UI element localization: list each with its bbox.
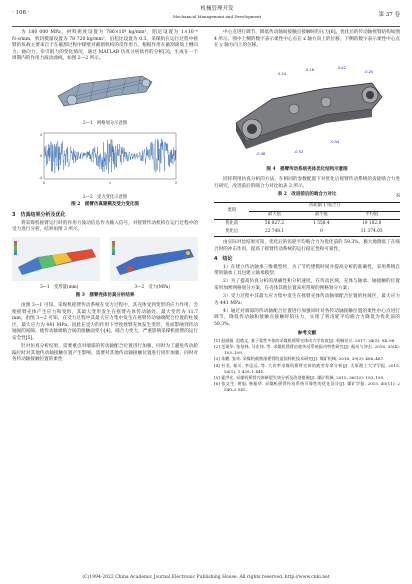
svg-text:4: 4 xyxy=(39,133,42,138)
figure-2-1-caption: 2—1 网格划分示意图 xyxy=(82,120,128,126)
table-cell: 优化后 xyxy=(214,228,249,236)
conclusion-item: 3）受力过程中其最大应力集中发生在摇臂壳体传动轴端配合位置的柱坡区，最大应力为 441 MPa； xyxy=(214,294,400,306)
reference-item: [2] 毛琦华, 张培林, 马宏伟, 等. 采煤机摇臂齿轮传动系统振动特性研究[J]. 振动与冲击, 2016, 35(4): 103–109. xyxy=(214,344,400,356)
paragraph: 同样利用仿真分析的方法，在相同的参数配置下对优化后摇臂传动系统的齿轮啮合力进行研究，改进前后的啮合力对比如表 2 所示。 xyxy=(214,176,400,189)
paragraph: 中心点进行调节，降低传动轴间接触点接触时的压力[6]。优化后的传动轴摇臂结构如图 4 所示，图中上侧的数字表示柔性中心点在 x 轴方向上的位移，下侧的数字表示柔性中心点在 y 轴方向上的位移。 xyxy=(214,30,400,49)
table-group-header: 齿轮副 1 啮合力 xyxy=(249,202,400,211)
table-cell: 56 827.2 xyxy=(264,221,285,226)
section-heading: 4 结论 xyxy=(214,256,233,263)
paragraph: 针对仿真分析结果，需要重点对端部的传动轴配合位置进行加强，同时为了避免传动轮偏位时对其他传动轴接触位置产生影响，需要对其他传动轴接触位置进行同步加强，同时对各传动轴接触位置的柔性 xyxy=(12,343,198,363)
reference-item: [3] 朱鹏, 张奇. 采煤机截割部摇臂的虚拟样机技术研究[J]. 煤矿机械, 2018, 39(3): 466–467. xyxy=(214,356,385,362)
table-cell: 19 182.8 xyxy=(362,221,382,226)
figure-2-2-caption: 2—2 受力变化示意图 xyxy=(82,194,128,200)
figure-4-caption: 图 4 摇臂传动系统壳体优化结构示意图 xyxy=(266,167,348,173)
table-header: 类别 xyxy=(214,202,249,220)
svg-text:0.24: 0.24 xyxy=(278,71,287,76)
svg-text:-0.20: -0.20 xyxy=(364,69,374,74)
paragraph: 将采煤机摇臂运行时的作用力波动信息作为输入信号，对摇臂传动机构在运行过程中的受力进行分析，结果如图 3 所示。 xyxy=(12,220,198,233)
table-header: 最大值 xyxy=(268,212,281,218)
figure-2-2 xyxy=(12,130,198,192)
figure-3-caption: 图 3 摇臂壳体仿真分析结果 xyxy=(75,293,135,299)
header-rule xyxy=(12,26,400,27)
mesh-force-table xyxy=(214,202,400,237)
table-cell: 0 xyxy=(300,228,344,236)
page-header xyxy=(12,6,400,26)
right-column xyxy=(214,30,400,393)
table-header: 平均值 xyxy=(365,212,379,218)
conclusion-item: 4）通过对端部的传动轴配合位置进行加强同时对各传动轴接触位置的柔性中心点进行调节，降低传动轴和接触点接触时的压力，实现了将齿轮平均啮合力降低为优化前的 59.3%。 xyxy=(214,308,400,327)
figure-3-subcaptions xyxy=(12,284,198,293)
table-row xyxy=(214,228,400,236)
page-number: · 106 · xyxy=(12,10,30,16)
table-header: 最小值 xyxy=(314,212,328,218)
references-list xyxy=(214,338,400,393)
table-2-title: 表 2 改进前后的啮合力对比 xyxy=(277,191,337,197)
conclusion-item: 1）在建立传动轴承三维模型时，为了节约建模时间并提高分析的准确性，采用系统自带的轴承工具包建立轴承模型； xyxy=(214,264,400,277)
svg-text:-0.52: -0.52 xyxy=(294,149,304,154)
table-row xyxy=(214,220,400,228)
volume-label: 第 37 卷 xyxy=(378,12,400,18)
svg-text:-0.36: -0.36 xyxy=(256,151,266,156)
svg-text:-0.54: -0.54 xyxy=(330,139,340,144)
figure-2-caption: 图 2 摇臂仿真建模及受力变化图 xyxy=(71,202,139,208)
stress-image xyxy=(110,237,198,281)
left-column xyxy=(12,30,198,365)
deformation-image xyxy=(12,237,100,281)
figure-3-1-caption: 3—1 变形量(mm) xyxy=(39,284,79,290)
conclusion-item: 2）为了提高仿真分析的准确性和分析速度，在传动区域，壳体与轴承、轴接触的位置采用加密网格划分方案，在壳体其他位置采用常规的网格划分方案； xyxy=(214,279,400,292)
journal-title xyxy=(172,6,262,20)
paragraph: 由实际对比结果可知，优化后的齿轮平均啮合力为优化前的 59.3%，极大地降低了在啮合时的冲击作用，提高了摇臂传动系统的运行稳定性和可靠性。 xyxy=(214,239,400,252)
reference-item: [6] 张文生, 黄旭, 柴振华. 采煤机摇臂传动系统可靠性的优化设计[J]. 煤矿学报, 2015, 40(11): 2 540–2 545. xyxy=(214,380,400,392)
reference-item: [5] 霍洪光. 采煤机摇臂壳体断裂失效分析及改进措施[J]. 煤矿机械, 2015, 36(10): 193–195. xyxy=(214,374,385,380)
svg-text:0.18: 0.18 xyxy=(306,67,315,72)
table-cell: 1 558.4 xyxy=(313,221,330,226)
svg-text:1: 1 xyxy=(108,181,112,186)
journal-title-cn: 机械管理开发 xyxy=(200,6,234,12)
svg-text:0: 0 xyxy=(42,181,46,186)
svg-text:0.42: 0.42 xyxy=(338,65,347,70)
svg-text:0: 0 xyxy=(39,154,42,159)
table-cell: 22 748.1 xyxy=(249,228,299,236)
figure-2-1 xyxy=(12,66,198,118)
section-heading: 3 仿真结果分析及优化 xyxy=(12,211,66,218)
reference-item: [1] 赵丽娟, 范皓文, 基于柔性多体的采煤机摇臂壳体动力学仿真[J]. 机械设计, 2017, 34(5): 94–98. xyxy=(214,338,396,344)
reference-item: [4] 杜君, 秦川, 李忠远, 等. 大功率采煤机摇臂壳体的疲劳寿命分析[J]. 太原理工大学学报, 2019, 50(1): 1 435–1 441. xyxy=(214,362,400,374)
copyright-footer: (C)1994-2022 China Academic Journal Electronic Publishing House. All rights reserved. http://www.cnki.net xyxy=(82,575,330,580)
force-waveform xyxy=(30,130,180,188)
table-2-unit: N xyxy=(396,194,400,200)
svg-text:2: 2 xyxy=(174,181,178,186)
figure-3 xyxy=(12,237,198,281)
figure-3-2-caption: 3—2 受力(MPa) xyxy=(134,284,171,290)
svg-text:-4: -4 xyxy=(38,176,42,181)
paragraph: 由图 3—1 可知，采煤机摇臂传动系统在受力过程中，其壳体受到变形的应力作用，会使摇臂壳体产生应力和变形，其最大变形发生在摇臂壳体传动轴处，最大变形为 11.7 mm。由图 3—2 可知，在受力过程中其最大应力集中发生在摇臂传动轴端配合位置的柱坡区，最大应力为 441 MPa。因此在受力的作用下导致摇臂壳体发生变形，进而影响到传动轴间的间隙，使传动轴端啮合间的接触面变小[4]，啮合力变大，严重影响采煤机摇臂的运行安全性[5]。 xyxy=(12,302,198,341)
figure-4 xyxy=(214,53,400,165)
mesh-image xyxy=(50,66,160,114)
housing-structure-image xyxy=(222,53,392,161)
journal-title-en: Mechanical Management and Development xyxy=(172,14,262,19)
references-title: 参考文献 xyxy=(297,330,317,336)
paragraph: 为 180 000 MPa，材料密度设置为 786×10⁴ kg/mm³，阻尼设置为 1×10⁻⁶ N·s/mm，剪切模量设置为 78 720 kg/mm²，泊松比设置为 0.3。采煤机在运行过程中摇臂的负载主要来自于在截割过程中煤壁对截割机构的反作用力，根据作用在截割滚筒上侧向力、轴向力、牵引阻力的变化情况，通过 MATLAB 仿真分析软件的分析[3]，生成在一个周期内的作用力波动曲线，如图 2—2 所示。 xyxy=(12,30,198,62)
table-cell: 优化前 xyxy=(225,221,239,226)
table-cell: 11 374.05 xyxy=(343,228,400,236)
